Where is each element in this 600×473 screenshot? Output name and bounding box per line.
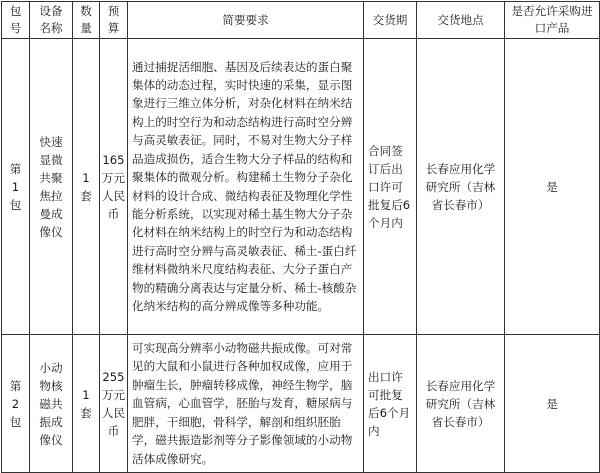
procurement-table <box>1 1 600 473</box>
header-quantity: 数量 <box>73 2 100 39</box>
cell-delivery-time: 出口许可批复后6个月内 <box>364 335 417 473</box>
cell-delivery-place: 长春应用化学研究所（吉林省长春市） <box>417 39 505 335</box>
table-row <box>2 39 600 335</box>
table-row <box>2 335 600 473</box>
cell-delivery-place: 长春应用化学研究所（吉林省长春市） <box>417 335 505 473</box>
cell-equipment: 小动物核磁共振成像仪 <box>30 335 73 473</box>
cell-package: 第1包 <box>2 39 30 335</box>
cell-quantity: 1套 <box>73 39 100 335</box>
cell-requirements: 通过捕捉活细胞、基因及后续表达的蛋白聚集体的动态过程，实时快速的采集，显示图象进行三维立体分析，对杂化材料在纳米结构上的时空行为和动态结构进行高时空分辨与高灵敏表征。同时，不易对生物大分子样品造成损伤，适合生物大分子样品的结构和聚集体的微观分析。构建稀土生物分子杂化材料的设计合成、微结构表征及物理化学性能分析系统，以实现对稀土基生物大分子杂化材料在纳米结构上的时空行为和动态结构进行高时空分辨与高灵敏表征、稀土-蛋白纤维材料微纳米尺度结构表征、大分子蛋白产物的精确分离表达与定量分析、稀土-核酸杂化纳米结构的高分辨成像等多种功能。 <box>128 39 364 335</box>
header-budget: 预算 <box>100 2 128 39</box>
header-delivery-place: 交货地点 <box>417 2 505 39</box>
cell-imports-allowed: 是 <box>505 335 600 473</box>
header-equipment: 设备名称 <box>30 2 73 39</box>
cell-budget: 165万元人民币 <box>100 39 128 335</box>
cell-delivery-time: 合同签订后出口许可批复后6个月内 <box>364 39 417 335</box>
cell-budget: 255万元人民币 <box>100 335 128 473</box>
cell-imports-allowed: 是 <box>505 39 600 335</box>
header-imports-allowed: 是否允许采购进口产品 <box>505 2 600 39</box>
cell-requirements: 可实现高分辨率小动物磁共振成像。可对常见的大鼠和小鼠进行各种加权成像，应用于肿瘤生长，肿瘤转移成像，神经生物学，脑血管病，心血管学，胚胎与发育，糖尿病与肥胖，干细胞，骨科学，解剖和组织胚胎学，磁共振造影剂等分子影像领域的小动物活体成像研究。 <box>128 335 364 473</box>
header-row <box>2 2 600 39</box>
header-delivery-time: 交货期 <box>364 2 417 39</box>
cell-quantity: 1套 <box>73 335 100 473</box>
cell-package: 第2包 <box>2 335 30 473</box>
header-package: 包号 <box>2 2 30 39</box>
header-requirements: 简要要求 <box>128 2 364 39</box>
cell-equipment: 快速显微共聚焦拉曼成像仪 <box>30 39 73 335</box>
